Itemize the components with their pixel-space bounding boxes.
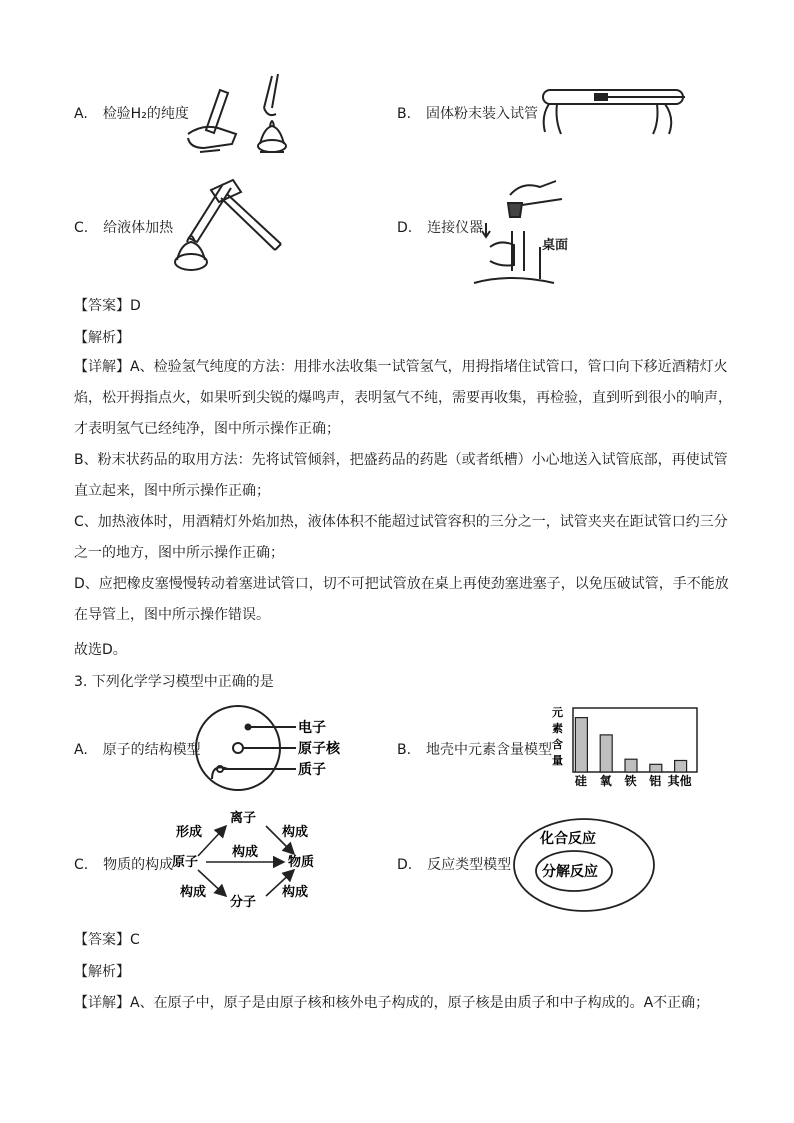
reaction-outer-label: 化合反应 [540, 831, 596, 847]
q2-option-a [74, 104, 189, 124]
q2-detail-d: D、应把橡皮塞慢慢转动着塞进试管口，切不可把试管放在桌上再使劲塞进塞子，以免压破试管，手不能放在导管上，图中所示操作错误。 [74, 576, 729, 623]
option-letter: A. [74, 742, 88, 758]
bar-4 [675, 760, 687, 772]
figure-reaction-types [512, 815, 662, 915]
q2-detail-c: C、加热液体时，用酒精灯外焰加热，液体体积不能超过试管容积的三分之一，试管夹夹在距试管口约三分之一的地方，图中所示操作正确； [74, 514, 728, 561]
figure-substance-composition [170, 808, 350, 908]
bar-category-label: 其他 [667, 774, 692, 788]
option-text: 反应类型模型 [427, 857, 512, 873]
option-letter: D. [397, 857, 413, 873]
figure-test-h2-purity [180, 68, 300, 160]
q3-analysis-heading: 【解析】 [74, 964, 130, 980]
option-letter: A. [74, 106, 88, 122]
bar-ylabel-char: 量 [552, 754, 563, 767]
option-text: 地壳中元素含量模型 [425, 742, 552, 758]
flow-node-ion: 离子 [230, 811, 257, 826]
flow-node-atom: 原子 [172, 855, 199, 870]
bar-0 [575, 718, 587, 772]
figure-powder-into-tube [535, 82, 695, 142]
option-text: 原子的结构模型 [102, 742, 201, 758]
atom-label-proton: 质子 [298, 762, 326, 778]
bar-1 [600, 735, 612, 772]
option-letter: C. [74, 857, 89, 873]
atom-label-electron: 电子 [298, 720, 326, 736]
q2-detail-a: 【详解】A、检验氢气纯度的方法：用排水法收集一试管氢气，用拇指堵住试管口，管口向下移近酒精灯火焰，松开拇指点火，如果听到尖锐的爆鸣声，表明氢气不纯，需要再收集，再检验，直到听到很小的响声，才表明氢气已经纯净，图中所示操作正确； [74, 359, 732, 437]
flow-label-compose-2: 构成 [232, 845, 259, 860]
reaction-inner-label: 分解反应 [542, 864, 598, 880]
element-content-bar-chart [548, 704, 700, 790]
q2-answer: 【答案】D [74, 298, 141, 314]
bar-category-label: 铁 [624, 774, 637, 788]
bar-3 [650, 764, 662, 772]
q2-analysis-heading: 【解析】 [74, 330, 130, 346]
figure-connect-apparatus [470, 175, 580, 287]
option-letter: C. [74, 220, 89, 236]
q3-option-c [74, 855, 173, 875]
option-text: 物质的构成 [103, 857, 174, 873]
flow-label-compose-3: 构成 [180, 885, 207, 900]
option-text: 连接仪器 [427, 220, 484, 236]
q3-detail-a: 【详解】A、在原子中，原子是由原子核和核外电子构成的，原子核是由质子和中子构成的。A不正确； [74, 995, 710, 1011]
atom-label-nucleus: 原子核 [298, 741, 340, 757]
bar-category-label: 铝 [649, 774, 662, 788]
bar-2 [625, 759, 637, 772]
flow-label-compose-4: 构成 [282, 885, 309, 900]
flow-label-compose-1: 构成 [282, 825, 309, 840]
bar-ylabel-char: 元 [552, 706, 563, 719]
option-text: 检验H₂的纯度 [102, 106, 189, 122]
q2-detail-b: B、粉末状药品的取用方法：先将试管倾斜，把盛药品的药匙（或者纸槽）小心地送入试管底部，再使试管直立起来，图中所示操作正确； [74, 452, 728, 499]
option-letter: D. [397, 220, 413, 236]
bar-ylabel-char: 含 [552, 738, 563, 751]
q3-option-b [397, 740, 552, 760]
flow-node-substance: 物质 [288, 855, 315, 870]
q2-choice: 故选D。 [74, 642, 127, 658]
option-letter: B. [397, 742, 412, 758]
q3-option-a [74, 740, 201, 760]
q2-option-c [74, 218, 173, 238]
q3-stem: 3. 下列化学学习模型中正确的是 [74, 674, 274, 690]
flow-label-form: 形成 [176, 825, 203, 840]
bar-category-label: 氧 [599, 774, 612, 788]
option-text: 固体粉末装入试管 [425, 106, 538, 122]
option-text: 给液体加热 [103, 220, 174, 236]
q3-answer: 【答案】C [74, 932, 140, 948]
figure-atom-model [192, 703, 372, 793]
bar-category-label: 硅 [574, 774, 587, 788]
q3-option-d [397, 855, 511, 875]
bar-ylabel-char: 素 [552, 722, 563, 735]
flow-node-molecule: 分子 [230, 895, 257, 908]
desktop-label: 桌面 [542, 238, 569, 253]
q2-option-b [397, 104, 538, 124]
option-letter: B. [397, 106, 412, 122]
figure-heat-liquid [165, 172, 285, 280]
